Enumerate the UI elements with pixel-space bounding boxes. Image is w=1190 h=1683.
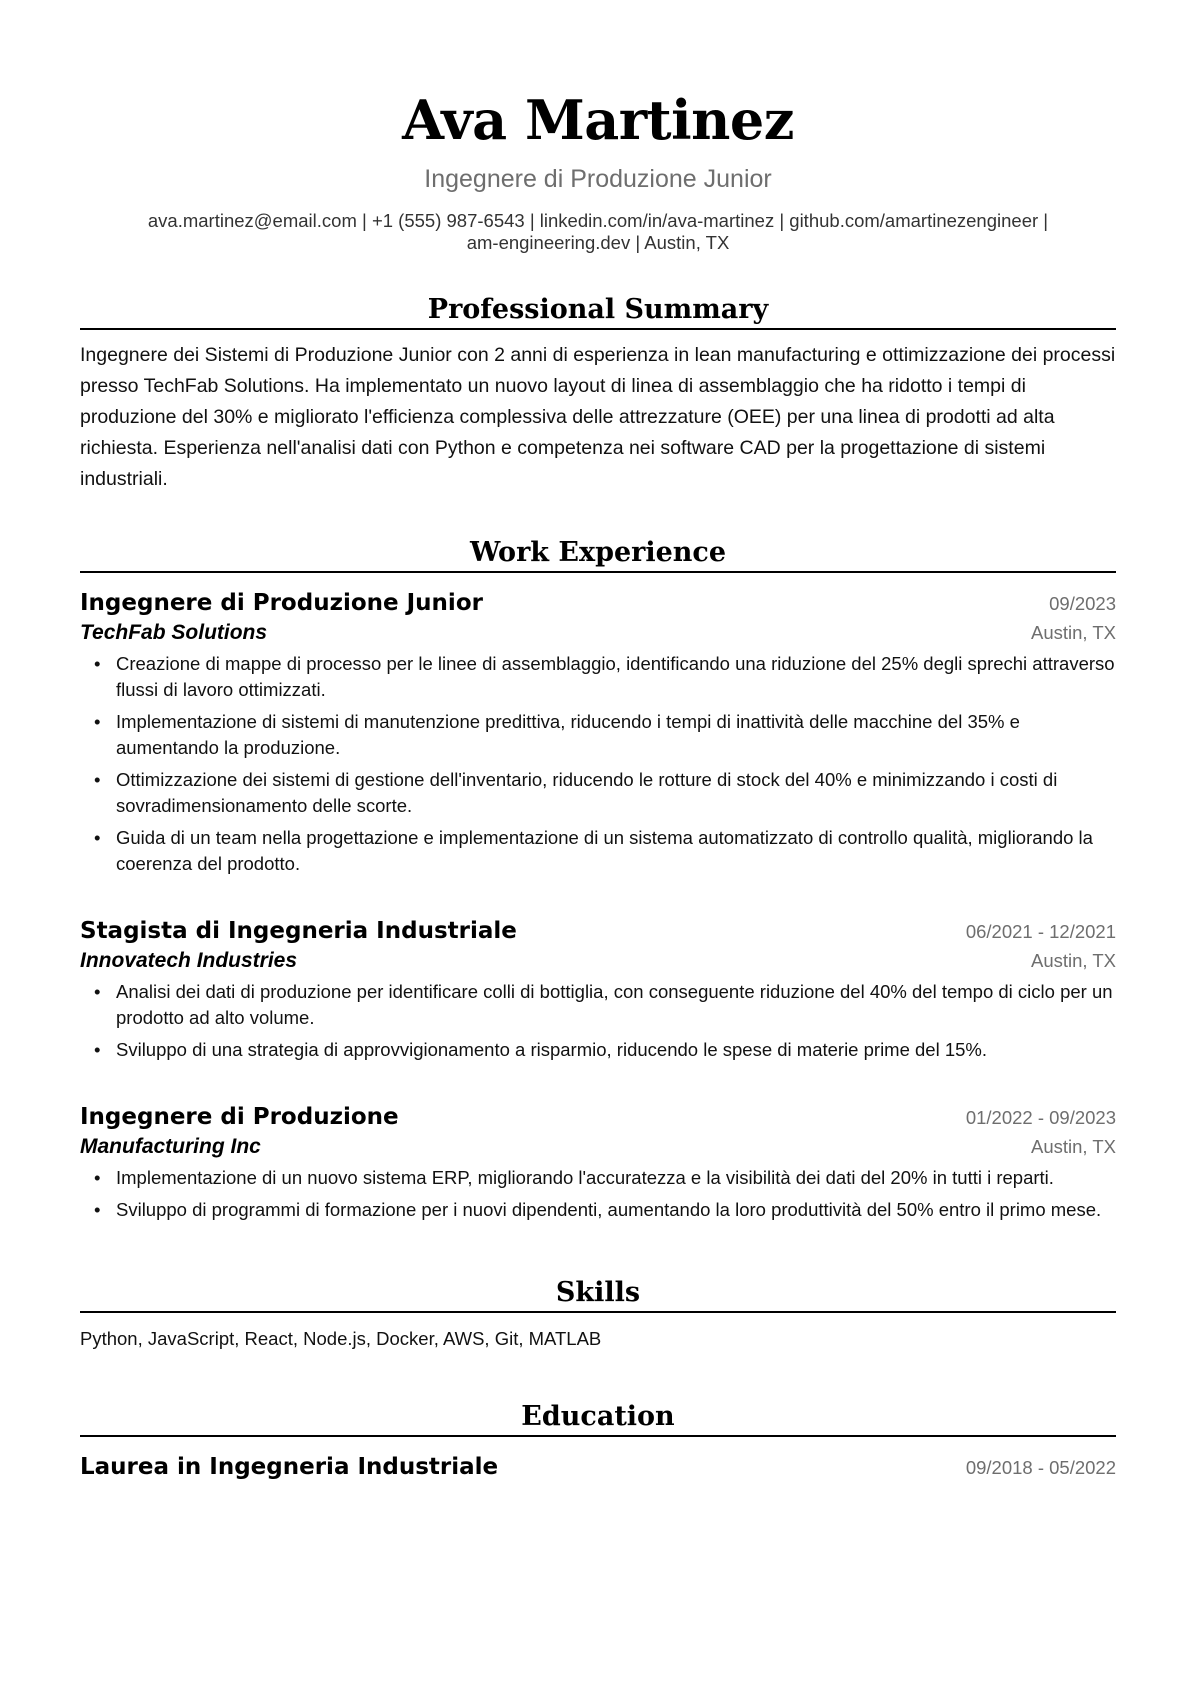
job-bullets [80, 651, 1116, 877]
contact-info [80, 210, 1116, 254]
bullet-item: • Creazione di mappe di processo per le linee di assemblaggio, identificando una riduzione del 25% degli sprechi attraverso flussi di lavoro ottimizzati. [116, 651, 1116, 703]
job-entry [80, 587, 1116, 877]
bullet-item: • Ottimizzazione dei sistemi di gestione dell'inventario, riducendo le rotture di stock del 40% e minimizzando i costi di sovradimensionamento delle scorte. [116, 767, 1116, 819]
job-title: Ingegnere di Produzione Junior [80, 590, 483, 616]
job-entry [80, 915, 1116, 1063]
contact-line-1: ava.martinez@email.com | +1 (555) 987-6543 | linkedin.com/in/ava-martinez | github.com/amartinezengineer | [147, 210, 1049, 231]
job-location: Austin, TX [1030, 622, 1116, 643]
summary-heading: Professional Summary [427, 294, 769, 325]
bullet-item: • Implementazione di un nuovo sistema ERP, migliorando l'accuratezza e la visibilità dei dati del 20% in tutti i reparti. [116, 1165, 1116, 1191]
skills-heading: Skills [555, 1277, 641, 1308]
job-date: 01/2022 - 09/2023 [965, 1107, 1116, 1128]
skills-divider [80, 1311, 1116, 1313]
skills-list: Python, JavaScript, React, Node.js, Docker, AWS, Git, MATLAB [80, 1328, 602, 1349]
education-heading: Education [521, 1401, 675, 1432]
job-title: Stagista di Ingegneria Industriale [80, 918, 517, 944]
experience-section [80, 535, 1116, 1223]
contact-line-2: am-engineering.dev | Austin, TX [466, 232, 730, 253]
skills-section [80, 1275, 1116, 1351]
education-date: 09/2018 - 05/2022 [965, 1457, 1116, 1478]
company-name: Innovatech Industries [80, 949, 298, 972]
education-section [80, 1399, 1116, 1483]
resume-page [80, 0, 1116, 1483]
bullet-item: • Sviluppo di programmi di formazione per i nuovi dipendenti, aumentando la loro produttività del 50% entro il primo mese. [116, 1197, 1116, 1223]
bullet-item: • Guida di un team nella progettazione e implementazione di un sistema automatizzato di controllo qualità, migliorando la coerenza del prodotto. [116, 825, 1116, 877]
bullet-item: • Sviluppo di una strategia di approvvigionamento a risparmio, riducendo le spese di materie prime del 15%. [116, 1037, 1116, 1063]
bullet-item: • Implementazione di sistemi di manutenzione predittiva, riducendo i tempi di inattività delle macchine del 35% e aumentando la produzione. [116, 709, 1116, 761]
job-location: Austin, TX [1030, 1136, 1116, 1157]
job-date: 09/2023 [1049, 593, 1116, 614]
company-name: Manufacturing Inc [80, 1135, 261, 1158]
candidate-headline: Ingegnere di Produzione Junior [424, 165, 772, 193]
job-location: Austin, TX [1030, 950, 1116, 971]
bullet-item: • Analisi dei dati di produzione per identificare colli di bottiglia, con conseguente riduzione del 40% del tempo di ciclo per un prodotto ad alto volume. [116, 979, 1116, 1031]
company-name: TechFab Solutions [80, 621, 268, 644]
job-bullets [80, 1165, 1116, 1223]
summary-section [80, 292, 1116, 495]
summary-text: Ingegnere dei Sistemi di Produzione Junior con 2 anni di esperienza in lean manufacturing e ottimizzazione dei processi presso TechFab Solutions. Ha implementato un nuovo layout di linea di assemblaggio che ha ridotto i tempi di produzione del 30% e migliorato l'efficienza complessiva delle attrezzature (OEE) per una linea di prodotti ad alta richiesta. Esperienza nell'analisi dati con Python e competenza nei software CAD per la progettazione di sistemi industriali. [80, 344, 1116, 490]
experience-divider [80, 571, 1116, 573]
degree-title: Laurea in Ingegneria Industriale [80, 1454, 499, 1480]
experience-heading: Work Experience [469, 537, 727, 568]
summary-divider [80, 328, 1116, 330]
job-date: 06/2021 - 12/2021 [965, 921, 1116, 942]
job-entry [80, 1101, 1116, 1223]
job-title: Ingegnere di Produzione [80, 1104, 399, 1130]
candidate-name: Ava Martinez [402, 88, 794, 152]
job-bullets [80, 979, 1116, 1063]
education-divider [80, 1435, 1116, 1437]
